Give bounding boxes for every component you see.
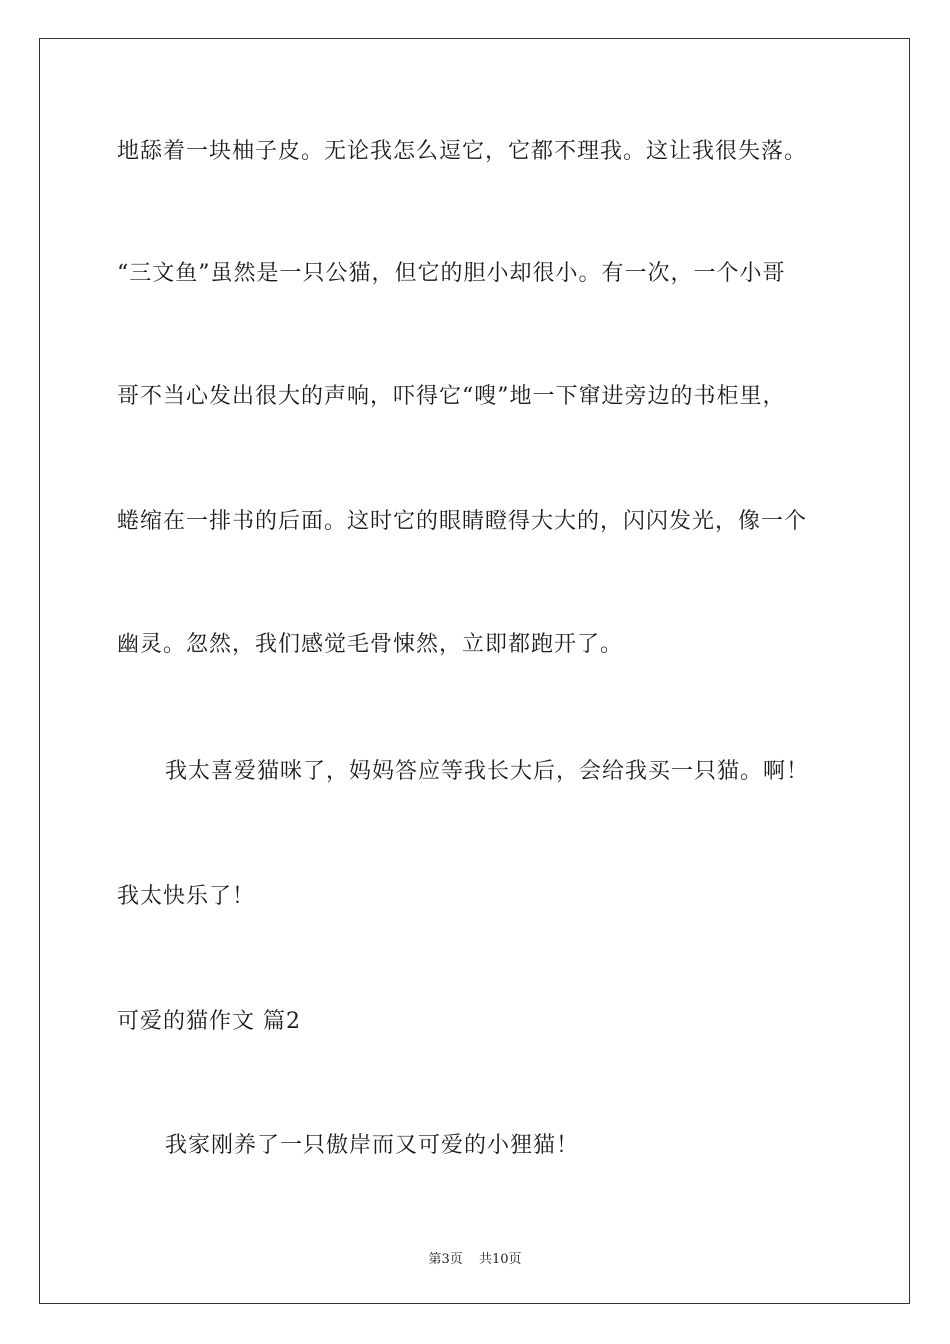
page-number: 第3页 (428, 1252, 463, 1267)
page-border (39, 38, 910, 1304)
page-footer (0, 1248, 950, 1267)
section-heading: 可爱的猫作文 篇2 (117, 1009, 301, 1034)
paragraph-line-1: 地舔着一块柚子皮。无论我怎么逗它，它都不理我。这让我很失落。 (117, 139, 808, 164)
paragraph-line-2: “三文鱼”虽然是一只公猫，但它的胆小却很小。有一次，一个小哥 (117, 261, 786, 286)
paragraph-line-7: 我太快乐了！ (117, 884, 256, 909)
paragraph-line-4: 蜷缩在一排书的后面。这时它的眼睛瞪得大大的，闪闪发光，像一个 (117, 509, 808, 534)
total-pages: 共10页 (478, 1252, 522, 1267)
paragraph-line-3: 哥不当心发出很大的声响，吓得它“嗖”地一下窜进旁边的书柜里， (117, 384, 786, 409)
paragraph-line-6: 我太喜爱猫咪了，妈妈答应等我长大后，会给我买一只猫。啊！ (165, 759, 810, 784)
paragraph-line-5: 幽灵。忽然，我们感觉毛骨悚然，立即都跑开了。 (117, 632, 624, 657)
paragraph-line-8: 我家刚养了一只傲岸而又可爱的小狸猫！ (165, 1133, 580, 1158)
